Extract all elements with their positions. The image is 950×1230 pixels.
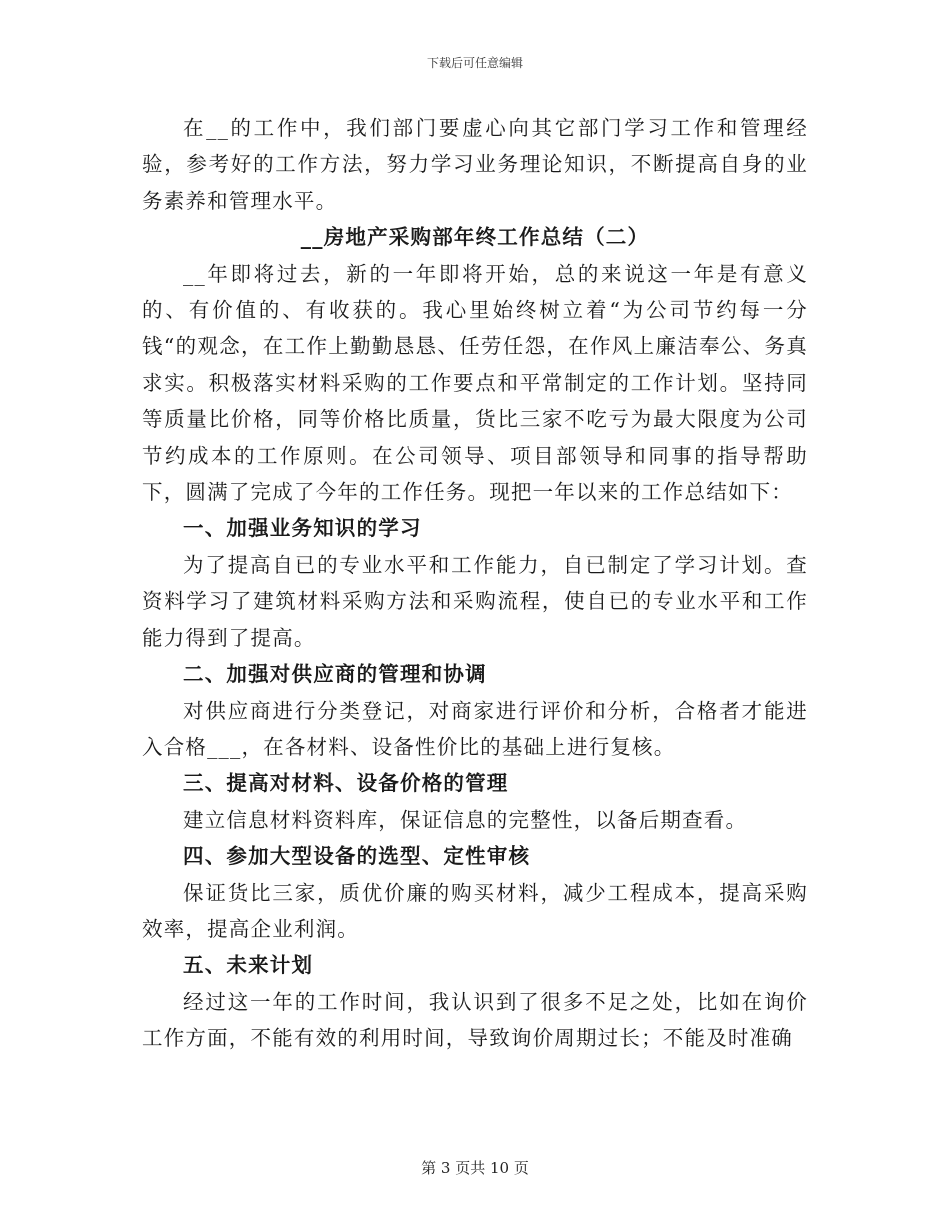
heading-price-management: 三、提高对材料、设备价格的管理 — [183, 771, 509, 796]
paragraph-price-management: 建立信息材料资料库，保证信息的完整性，以备后期查看。 — [183, 807, 748, 832]
heading-equipment-review: 四、参加大型设备的选型、定性审核 — [183, 844, 531, 869]
paragraph-supplier: 对供应商进行分类登记，对商家进行评价和分析，合格者才能进入合格___，在各材料、设备性价比的基础上进行复核。 — [142, 698, 808, 759]
document-body — [142, 110, 808, 1057]
heading-study: 一、加强业务知识的学习 — [183, 516, 422, 541]
paragraph-intro: 在__的工作中，我们部门要虚心向其它部门学习工作和管理经验，参考好的工作方法，努力学习业务理论知识，不断提高自身的业务素养和管理水平。 — [142, 116, 808, 213]
paragraph-future-plan: 经过这一年的工作时间，我认识到了很多不足之处，比如在询价工作方面，不能有效的利用时间，导致询价周期过长；不能及时准确 — [142, 989, 808, 1051]
paragraph-study: 为了提高自已的专业水平和工作能力，自已制定了学习计划。查资料学习了建筑材料采购方法和采购流程，使自已的专业水平和工作能力得到了提高。 — [142, 552, 808, 650]
paragraph-overview: __年即将过去，新的一年即将开始，总的来说这一年是有意义的、有价值的、有收获的。我心里始终树立着“为公司节约每一分钱“的观念，在工作上勤勤恳恳、任劳任怨，在作风上廉洁奉公、务真求实。积极落实材料采购的工作要点和平常制定的工作计划。坚持同等质量比价格，同等价格比质量，货比三家不吃亏为最大限度为公司节约成本的工作原则。在公司领导、项目部领导和同事的指导帮助下，圆满了完成了今年的工作任务。现把一年以来的工作总结如下： — [142, 261, 808, 505]
heading-future-plan: 五、未来计划 — [183, 953, 314, 978]
paragraph-equipment-review: 保证货比三家，质优价廉的购买材料，减少工程成本，提高采购效率，提高企业利润。 — [142, 880, 808, 941]
page-number: 第 3 页共 10 页 — [421, 1159, 529, 1177]
page-header-note: 下载后可任意编辑 — [426, 56, 523, 70]
section-title: __房地产采购部年终工作总结（二） — [300, 225, 650, 250]
heading-supplier: 二、加强对供应商的管理和协调 — [183, 662, 487, 687]
